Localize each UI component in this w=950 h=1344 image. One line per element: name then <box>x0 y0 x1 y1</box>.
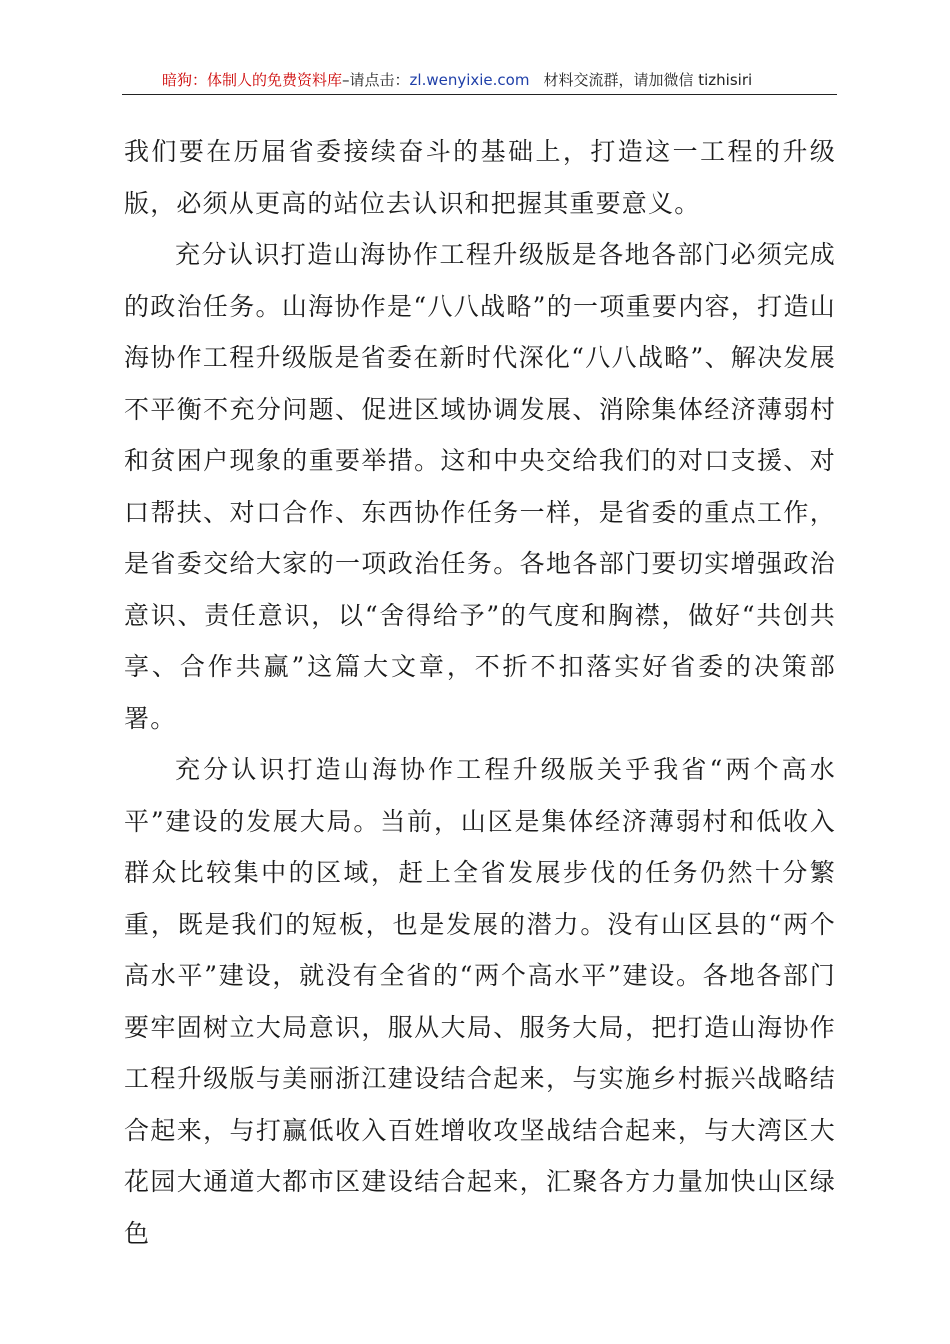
header-cta: –请点击： <box>342 71 410 89</box>
header-link[interactable]: zl.wenyixie.com <box>409 71 530 89</box>
page-header <box>122 66 837 95</box>
paragraph-continuation: 我们要在历届省委接续奋斗的基础上，打造这一工程的升级版，必须从更高的站位去认识和把握其重要意义。 <box>124 137 836 218</box>
header-brand: 暗狗：体制人的免费资料库 <box>162 71 343 89</box>
paragraph-political-task: 充分认识打造山海协作工程升级版是各地各部门必须完成的政治任务。山海协作是“八八战略”的一项重要内容，打造山海协作工程升级版是省委在新时代深化“八八战略”、解决发展不平衡不充分问题、促进区域协调发展、消除集体经济薄弱村和贫困户现象的重要举措。这和中央交给我们的对口支援、对口帮扶、对口合作、东西协作任务一样，是省委的重点工作，是省委交给大家的一项政治任务。各地各部门要切实增强政治意识、责任意识，以“舍得给予”的气度和胸襟，做好“共创共享、合作共赢”这篇大文章，不折不扣落实好省委的决策部署。 <box>124 240 836 733</box>
paragraph-development-overall: 充分认识打造山海协作工程升级版关乎我省“两个高水平”建设的发展大局。当前，山区是集体经济薄弱村和低收入群众比较集中的区域，赶上全省发展步伐的任务仍然十分繁重，既是我们的短板，也是发展的潜力。没有山区县的“两个高水平”建设，就没有全省的“两个高水平”建设。各地各部门要牢固树立大局意识，服从大局、服务大局，把打造山海协作工程升级版与美丽浙江建设结合起来，与实施乡村振兴战略结合起来，与打赢低收入百姓增收攻坚战结合起来，与大湾区大花园大通道大都市区建设结合起来，汇聚各方力量加快山区绿色 <box>124 755 836 1248</box>
header-group-note: 材料交流群，请加微信 tizhisiri <box>543 71 753 89</box>
document-body <box>124 126 836 1259</box>
